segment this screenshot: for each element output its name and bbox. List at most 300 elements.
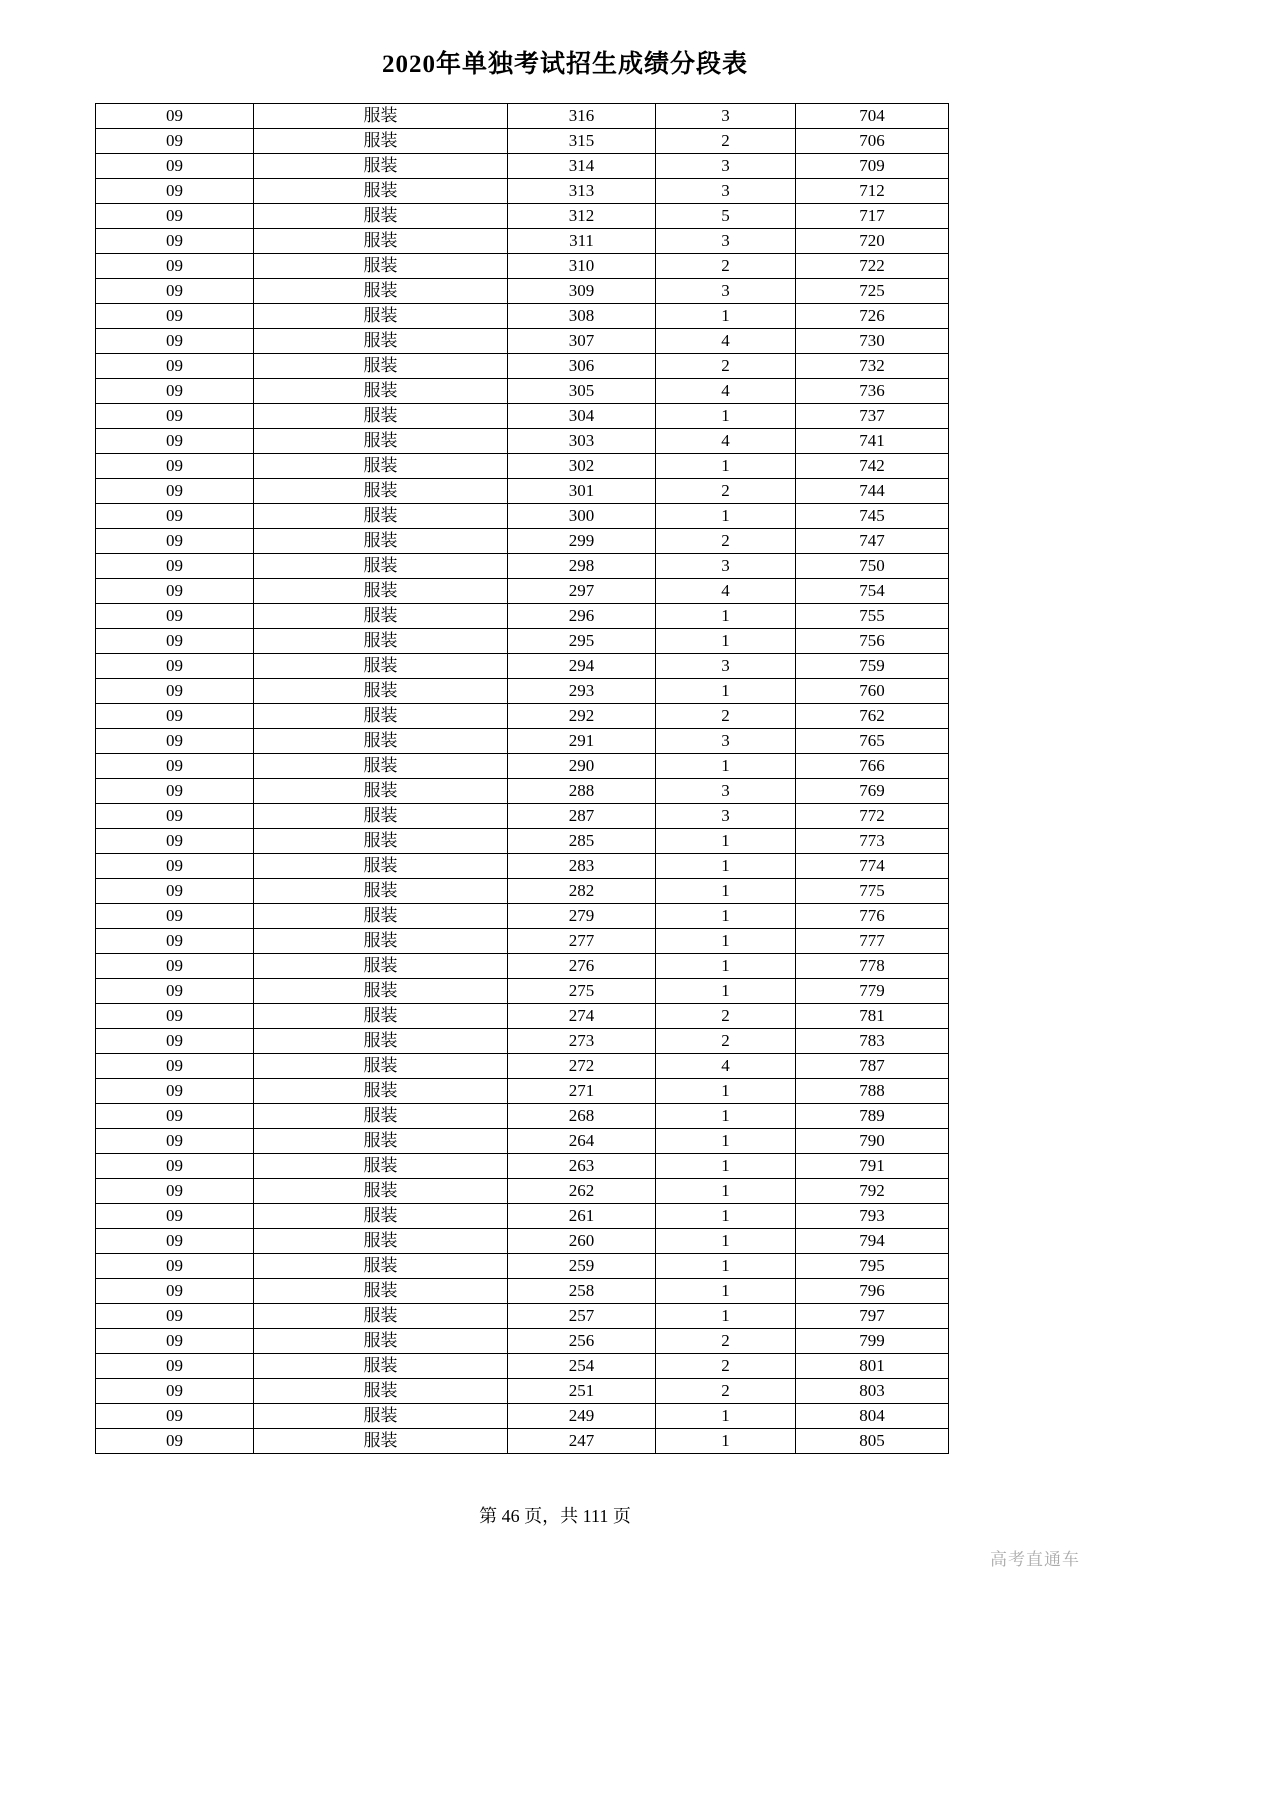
table-row (96, 1229, 949, 1254)
table-row (96, 529, 949, 554)
table-row (96, 154, 949, 179)
table-cell: 服装 (254, 1054, 508, 1079)
table-cell: 服装 (254, 879, 508, 904)
table-cell: 2 (656, 1004, 796, 1029)
table-cell: 2 (656, 529, 796, 554)
table-cell: 712 (796, 179, 949, 204)
table-cell: 256 (508, 1329, 656, 1354)
table-cell: 775 (796, 879, 949, 904)
table-row (96, 279, 949, 304)
table-cell: 09 (96, 154, 254, 179)
table-cell: 756 (796, 629, 949, 654)
table-cell: 275 (508, 979, 656, 1004)
table-cell: 1 (656, 454, 796, 479)
table-cell: 1 (656, 929, 796, 954)
table-cell: 3 (656, 279, 796, 304)
table-cell: 1 (656, 629, 796, 654)
table-cell: 09 (96, 354, 254, 379)
table-cell: 783 (796, 1029, 949, 1054)
table-cell: 09 (96, 879, 254, 904)
table-cell: 285 (508, 829, 656, 854)
table-row (96, 1254, 949, 1279)
table-cell: 服装 (254, 754, 508, 779)
table-cell: 09 (96, 1129, 254, 1154)
table-cell: 1 (656, 679, 796, 704)
table-cell: 服装 (254, 154, 508, 179)
table-cell: 258 (508, 1279, 656, 1304)
table-row (96, 579, 949, 604)
table-cell: 309 (508, 279, 656, 304)
table-cell: 09 (96, 654, 254, 679)
table-cell: 1 (656, 754, 796, 779)
table-cell: 服装 (254, 379, 508, 404)
table-cell: 服装 (254, 229, 508, 254)
table-cell: 09 (96, 779, 254, 804)
table-cell: 787 (796, 1054, 949, 1079)
table-row (96, 1429, 949, 1454)
table-cell: 09 (96, 179, 254, 204)
table-cell: 794 (796, 1229, 949, 1254)
table-row (96, 1354, 949, 1379)
table-cell: 316 (508, 104, 656, 129)
table-cell: 1 (656, 1279, 796, 1304)
table-cell: 09 (96, 1429, 254, 1454)
table-cell: 5 (656, 204, 796, 229)
table-cell: 765 (796, 729, 949, 754)
table-cell: 09 (96, 129, 254, 154)
table-cell: 09 (96, 1279, 254, 1304)
table-cell: 服装 (254, 779, 508, 804)
table-cell: 09 (96, 1404, 254, 1429)
table-row (96, 479, 949, 504)
table-cell: 09 (96, 729, 254, 754)
table-cell: 服装 (254, 1329, 508, 1354)
table-cell: 09 (96, 854, 254, 879)
table-cell: 315 (508, 129, 656, 154)
table-row (96, 404, 949, 429)
table-cell: 732 (796, 354, 949, 379)
table-cell: 服装 (254, 929, 508, 954)
score-table (95, 103, 948, 1454)
table-cell: 服装 (254, 1154, 508, 1179)
table-cell: 2 (656, 254, 796, 279)
table-cell: 服装 (254, 504, 508, 529)
table-cell: 795 (796, 1254, 949, 1279)
table-row (96, 979, 949, 1004)
table-cell: 服装 (254, 679, 508, 704)
table-cell: 737 (796, 404, 949, 429)
table-cell: 2 (656, 1354, 796, 1379)
table-cell: 1 (656, 1104, 796, 1129)
table-cell: 779 (796, 979, 949, 1004)
table-cell: 262 (508, 1179, 656, 1204)
table-row (96, 1179, 949, 1204)
table-cell: 273 (508, 1029, 656, 1054)
table-cell: 725 (796, 279, 949, 304)
table-cell: 服装 (254, 179, 508, 204)
table-cell: 服装 (254, 1129, 508, 1154)
table-cell: 777 (796, 929, 949, 954)
table-cell: 310 (508, 254, 656, 279)
table-cell: 1 (656, 954, 796, 979)
table-cell: 服装 (254, 404, 508, 429)
table-cell: 服装 (254, 529, 508, 554)
table-cell: 09 (96, 704, 254, 729)
table-cell: 服装 (254, 1079, 508, 1104)
table-cell: 790 (796, 1129, 949, 1154)
table-row (96, 854, 949, 879)
table-cell: 1 (656, 904, 796, 929)
table-cell: 服装 (254, 204, 508, 229)
table-cell: 服装 (254, 1404, 508, 1429)
table-cell: 2 (656, 704, 796, 729)
table-cell: 服装 (254, 1179, 508, 1204)
table-cell: 298 (508, 554, 656, 579)
table-cell: 1 (656, 404, 796, 429)
table-cell: 745 (796, 504, 949, 529)
table-cell: 747 (796, 529, 949, 554)
table-cell: 1 (656, 1304, 796, 1329)
table-row (96, 329, 949, 354)
table-cell: 781 (796, 1004, 949, 1029)
table-cell: 709 (796, 154, 949, 179)
table-cell: 服装 (254, 854, 508, 879)
table-cell: 1 (656, 304, 796, 329)
table-cell: 2 (656, 1379, 796, 1404)
table-row (96, 554, 949, 579)
table-cell: 726 (796, 304, 949, 329)
table-cell: 09 (96, 529, 254, 554)
table-cell: 服装 (254, 1254, 508, 1279)
table-cell: 09 (96, 629, 254, 654)
table-cell: 服装 (254, 579, 508, 604)
table-cell: 3 (656, 779, 796, 804)
table-cell: 741 (796, 429, 949, 454)
table-cell: 792 (796, 1179, 949, 1204)
table-row (96, 829, 949, 854)
table-cell: 1 (656, 854, 796, 879)
table-row (96, 679, 949, 704)
table-cell: 09 (96, 929, 254, 954)
table-cell: 09 (96, 429, 254, 454)
table-cell: 295 (508, 629, 656, 654)
table-cell: 服装 (254, 1029, 508, 1054)
table-row (96, 254, 949, 279)
table-cell: 09 (96, 1004, 254, 1029)
table-cell: 791 (796, 1154, 949, 1179)
table-row (96, 179, 949, 204)
table-cell: 服装 (254, 1004, 508, 1029)
table-cell: 09 (96, 1329, 254, 1354)
table-row (96, 779, 949, 804)
table-cell: 3 (656, 229, 796, 254)
table-cell: 314 (508, 154, 656, 179)
table-cell: 2 (656, 1329, 796, 1354)
table-cell: 1 (656, 1404, 796, 1429)
table-row (96, 929, 949, 954)
table-cell: 261 (508, 1204, 656, 1229)
table-cell: 247 (508, 1429, 656, 1454)
table-cell: 服装 (254, 454, 508, 479)
table-cell: 774 (796, 854, 949, 879)
table-cell: 778 (796, 954, 949, 979)
table-row (96, 1054, 949, 1079)
table-cell: 2 (656, 479, 796, 504)
table-cell: 277 (508, 929, 656, 954)
table-row (96, 104, 949, 129)
table-cell: 1 (656, 979, 796, 1004)
table-cell: 755 (796, 604, 949, 629)
table-cell: 09 (96, 1054, 254, 1079)
table-cell: 09 (96, 454, 254, 479)
table-cell: 09 (96, 679, 254, 704)
table-cell: 4 (656, 579, 796, 604)
table-row (96, 354, 949, 379)
table-cell: 772 (796, 804, 949, 829)
table-cell: 09 (96, 904, 254, 929)
table-row (96, 729, 949, 754)
table-cell: 服装 (254, 329, 508, 354)
table-row (96, 379, 949, 404)
page-title: 2020年单独考试招生成绩分段表 (381, 51, 748, 78)
table-row (96, 604, 949, 629)
table-cell: 09 (96, 1079, 254, 1104)
table-cell: 2 (656, 354, 796, 379)
table-cell: 259 (508, 1254, 656, 1279)
table-cell: 754 (796, 579, 949, 604)
table-cell: 09 (96, 1029, 254, 1054)
table-cell: 服装 (254, 904, 508, 929)
table-cell: 736 (796, 379, 949, 404)
table-cell: 300 (508, 504, 656, 529)
table-cell: 276 (508, 954, 656, 979)
table-cell: 308 (508, 304, 656, 329)
table-cell: 804 (796, 1404, 949, 1429)
table-cell: 796 (796, 1279, 949, 1304)
table-row (96, 704, 949, 729)
table-cell: 服装 (254, 1204, 508, 1229)
table-row (96, 804, 949, 829)
table-row (96, 1129, 949, 1154)
table-cell: 09 (96, 579, 254, 604)
table-cell: 720 (796, 229, 949, 254)
table-cell: 305 (508, 379, 656, 404)
table-cell: 09 (96, 204, 254, 229)
table-cell: 服装 (254, 604, 508, 629)
table-cell: 09 (96, 104, 254, 129)
table-row (96, 954, 949, 979)
table-cell: 09 (96, 604, 254, 629)
table-cell: 服装 (254, 104, 508, 129)
table-cell: 1 (656, 1229, 796, 1254)
table-cell: 3 (656, 154, 796, 179)
table-cell: 287 (508, 804, 656, 829)
table-row (96, 1379, 949, 1404)
page-footer: 第 46 页，共 111 页 (479, 1506, 631, 1526)
table-cell: 717 (796, 204, 949, 229)
table-cell: 09 (96, 379, 254, 404)
table-cell: 1 (656, 829, 796, 854)
table-cell: 服装 (254, 629, 508, 654)
table-cell: 2 (656, 1029, 796, 1054)
table-cell: 服装 (254, 704, 508, 729)
table-cell: 1 (656, 604, 796, 629)
table-cell: 09 (96, 554, 254, 579)
table-cell: 1 (656, 1079, 796, 1104)
table-cell: 09 (96, 229, 254, 254)
table-cell: 09 (96, 329, 254, 354)
table-cell: 306 (508, 354, 656, 379)
table-row (96, 654, 949, 679)
table-cell: 766 (796, 754, 949, 779)
table-cell: 09 (96, 1104, 254, 1129)
table-cell: 263 (508, 1154, 656, 1179)
table-cell: 服装 (254, 129, 508, 154)
table-cell: 服装 (254, 954, 508, 979)
table-cell: 311 (508, 229, 656, 254)
table-cell: 251 (508, 1379, 656, 1404)
table-cell: 706 (796, 129, 949, 154)
table-cell: 704 (796, 104, 949, 129)
table-row (96, 229, 949, 254)
table-cell: 09 (96, 1179, 254, 1204)
table-cell: 09 (96, 1229, 254, 1254)
table-cell: 801 (796, 1354, 949, 1379)
table-cell: 09 (96, 479, 254, 504)
table-cell: 292 (508, 704, 656, 729)
table-cell: 759 (796, 654, 949, 679)
table-row (96, 1329, 949, 1354)
table-cell: 3 (656, 654, 796, 679)
table-cell: 服装 (254, 654, 508, 679)
table-cell: 09 (96, 829, 254, 854)
table-cell: 09 (96, 1379, 254, 1404)
table-cell: 09 (96, 304, 254, 329)
table-cell: 09 (96, 1304, 254, 1329)
table-cell: 750 (796, 554, 949, 579)
table-cell: 09 (96, 804, 254, 829)
table-cell: 742 (796, 454, 949, 479)
table-row (96, 879, 949, 904)
table-cell: 服装 (254, 1104, 508, 1129)
table-cell: 服装 (254, 1354, 508, 1379)
table-row (96, 504, 949, 529)
table-cell: 1 (656, 1204, 796, 1229)
table-row (96, 1079, 949, 1104)
table-cell: 服装 (254, 804, 508, 829)
table-cell: 776 (796, 904, 949, 929)
table-cell: 788 (796, 1079, 949, 1104)
table-cell: 09 (96, 279, 254, 304)
table-cell: 09 (96, 954, 254, 979)
table-cell: 291 (508, 729, 656, 754)
table-cell: 1 (656, 1179, 796, 1204)
table-cell: 服装 (254, 479, 508, 504)
table-cell: 264 (508, 1129, 656, 1154)
table-row (96, 304, 949, 329)
table-cell: 1 (656, 504, 796, 529)
table-cell: 313 (508, 179, 656, 204)
table-cell: 4 (656, 329, 796, 354)
table-cell: 288 (508, 779, 656, 804)
table-cell: 4 (656, 429, 796, 454)
table-cell: 282 (508, 879, 656, 904)
table-cell: 服装 (254, 829, 508, 854)
table-cell: 服装 (254, 729, 508, 754)
table-cell: 279 (508, 904, 656, 929)
table-cell: 09 (96, 754, 254, 779)
table-cell: 268 (508, 1104, 656, 1129)
table-cell: 303 (508, 429, 656, 454)
score-table-grid (95, 103, 949, 1454)
table-row (96, 754, 949, 779)
table-cell: 3 (656, 104, 796, 129)
score-table-body (96, 104, 949, 1454)
table-cell: 803 (796, 1379, 949, 1404)
table-cell: 09 (96, 979, 254, 1004)
table-cell: 307 (508, 329, 656, 354)
table-cell: 302 (508, 454, 656, 479)
table-cell: 09 (96, 1204, 254, 1229)
table-row (96, 629, 949, 654)
table-cell: 3 (656, 179, 796, 204)
table-cell: 服装 (254, 279, 508, 304)
table-cell: 09 (96, 404, 254, 429)
table-cell: 3 (656, 554, 796, 579)
table-row (96, 1104, 949, 1129)
table-cell: 254 (508, 1354, 656, 1379)
table-cell: 服装 (254, 554, 508, 579)
table-cell: 09 (96, 1254, 254, 1279)
table-cell: 769 (796, 779, 949, 804)
watermark: 高考直通车 (990, 1550, 1080, 1569)
table-row (96, 204, 949, 229)
table-row (96, 429, 949, 454)
table-cell: 1 (656, 879, 796, 904)
table-cell: 789 (796, 1104, 949, 1129)
table-cell: 274 (508, 1004, 656, 1029)
table-cell: 760 (796, 679, 949, 704)
table-cell: 服装 (254, 1279, 508, 1304)
table-cell: 1 (656, 1254, 796, 1279)
table-cell: 09 (96, 504, 254, 529)
table-row (96, 454, 949, 479)
table-cell: 805 (796, 1429, 949, 1454)
table-cell: 1 (656, 1154, 796, 1179)
table-row (96, 1304, 949, 1329)
table-cell: 服装 (254, 979, 508, 1004)
table-row (96, 1154, 949, 1179)
table-cell: 797 (796, 1304, 949, 1329)
table-cell: 299 (508, 529, 656, 554)
table-cell: 294 (508, 654, 656, 679)
table-row (96, 1279, 949, 1304)
table-cell: 293 (508, 679, 656, 704)
table-cell: 799 (796, 1329, 949, 1354)
table-row (96, 904, 949, 929)
table-row (96, 1204, 949, 1229)
table-cell: 服装 (254, 1304, 508, 1329)
table-cell: 3 (656, 804, 796, 829)
table-cell: 312 (508, 204, 656, 229)
table-row (96, 1029, 949, 1054)
table-cell: 服装 (254, 354, 508, 379)
table-cell: 3 (656, 729, 796, 754)
table-cell: 服装 (254, 254, 508, 279)
table-cell: 283 (508, 854, 656, 879)
table-cell: 257 (508, 1304, 656, 1329)
table-cell: 301 (508, 479, 656, 504)
